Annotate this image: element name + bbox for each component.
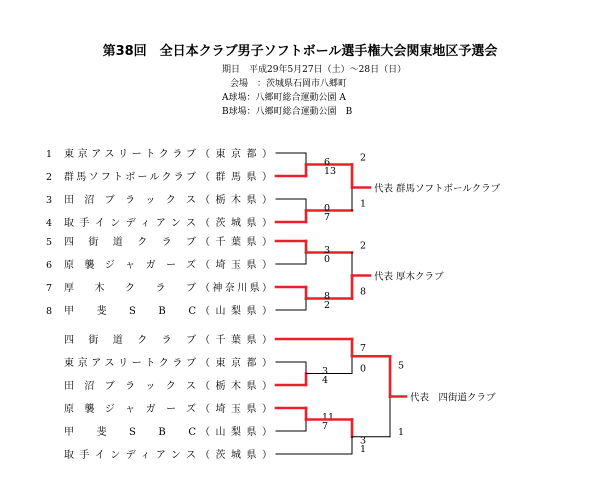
team-prefecture: （東京都） <box>200 149 272 160</box>
page-title: 第38回 全日本クラブ男子ソフトボール選手権大会関東地区予選会 <box>102 44 498 59</box>
team-prefecture: （群馬県） <box>200 172 272 183</box>
team-name: 東京アスリートクラブ <box>64 358 196 369</box>
team-number: 4 <box>46 218 53 229</box>
team-prefecture: （山梨県） <box>200 427 272 438</box>
representative-label: 代表 四街道クラブ <box>410 392 496 404</box>
team-prefecture: （埼玉県） <box>200 404 272 415</box>
team-prefecture: （茨城県） <box>200 450 272 461</box>
team-name: 原襲ジャガーズ <box>64 404 196 415</box>
team-number: 1 <box>46 149 53 160</box>
semi-score: 3 <box>360 435 367 447</box>
match-score: 7 <box>324 212 331 223</box>
semi-score: 1 <box>360 444 367 455</box>
team-name: 甲斐SBC <box>64 306 196 317</box>
team-name: 甲斐SBC <box>64 427 196 438</box>
team-name: 取手インディアンス <box>64 218 196 229</box>
team-name: 群馬ソフトボールクラブ <box>64 172 196 183</box>
team-prefecture: （栃木県） <box>200 381 272 392</box>
match-score: 8 <box>324 291 331 302</box>
team-prefecture: （栃木県） <box>200 195 272 206</box>
event-venue: 会場 ：茨城県石岡市八郷町 <box>230 79 348 89</box>
team-number: 5 <box>46 237 53 248</box>
team-number: 2 <box>46 172 53 183</box>
team-prefecture: （千葉県） <box>200 237 272 248</box>
team-prefecture: （千葉県） <box>200 335 272 346</box>
team-name: 四街道クラブ <box>64 335 196 346</box>
final-score: 8 <box>360 286 367 298</box>
match-score: 13 <box>324 166 337 177</box>
team-prefecture: （山梨県） <box>200 306 272 317</box>
final-score: 2 <box>360 152 367 164</box>
match-score: 3 <box>322 366 329 377</box>
semi-score: 0 <box>360 363 367 375</box>
field-b: B球場：八郷町総合運動公園 B <box>222 107 353 117</box>
team-number: 7 <box>46 283 53 294</box>
match-score: 0 <box>324 254 331 265</box>
team-number: 6 <box>46 260 53 271</box>
team-prefecture: （東京都） <box>200 358 272 369</box>
field-a: A球場：八郷町総合運動公園 A <box>222 93 346 103</box>
team-number: 3 <box>46 195 53 206</box>
representative-label: 代表 群馬ソフトボールクラブ <box>374 183 501 195</box>
match-score: 2 <box>324 300 331 311</box>
team-name: 田沼ブラックス <box>64 195 196 206</box>
team-prefecture: （埼玉県） <box>200 260 272 271</box>
semi-score: 7 <box>360 343 367 354</box>
final-score: 5 <box>398 360 405 372</box>
team-number: 8 <box>46 306 53 317</box>
team-name: 四街道クラブ <box>64 237 196 248</box>
representative-label: 代表 厚木クラブ <box>374 271 444 283</box>
team-name: 厚木クラブ <box>64 283 196 294</box>
match-score: 6 <box>324 157 331 168</box>
final-score: 1 <box>398 426 405 438</box>
team-name: 取手インディアンス <box>64 450 196 461</box>
team-name: 原襲ジャガーズ <box>64 260 196 271</box>
team-name: 田沼ブラックス <box>64 381 196 392</box>
final-score: 2 <box>360 240 367 252</box>
match-score: 4 <box>322 375 329 386</box>
final-score: 1 <box>360 198 367 210</box>
match-score: 0 <box>324 203 331 214</box>
match-score: 3 <box>324 245 331 256</box>
team-prefecture: （茨城県） <box>200 218 272 229</box>
match-score: 11 <box>322 412 335 423</box>
team-prefecture: （神奈川県） <box>200 283 272 294</box>
event-period: 期日 平成29年5月27日（土）～28日（日） <box>222 65 407 75</box>
team-name: 東京アスリートクラブ <box>64 149 196 160</box>
match-score: 7 <box>322 421 329 432</box>
